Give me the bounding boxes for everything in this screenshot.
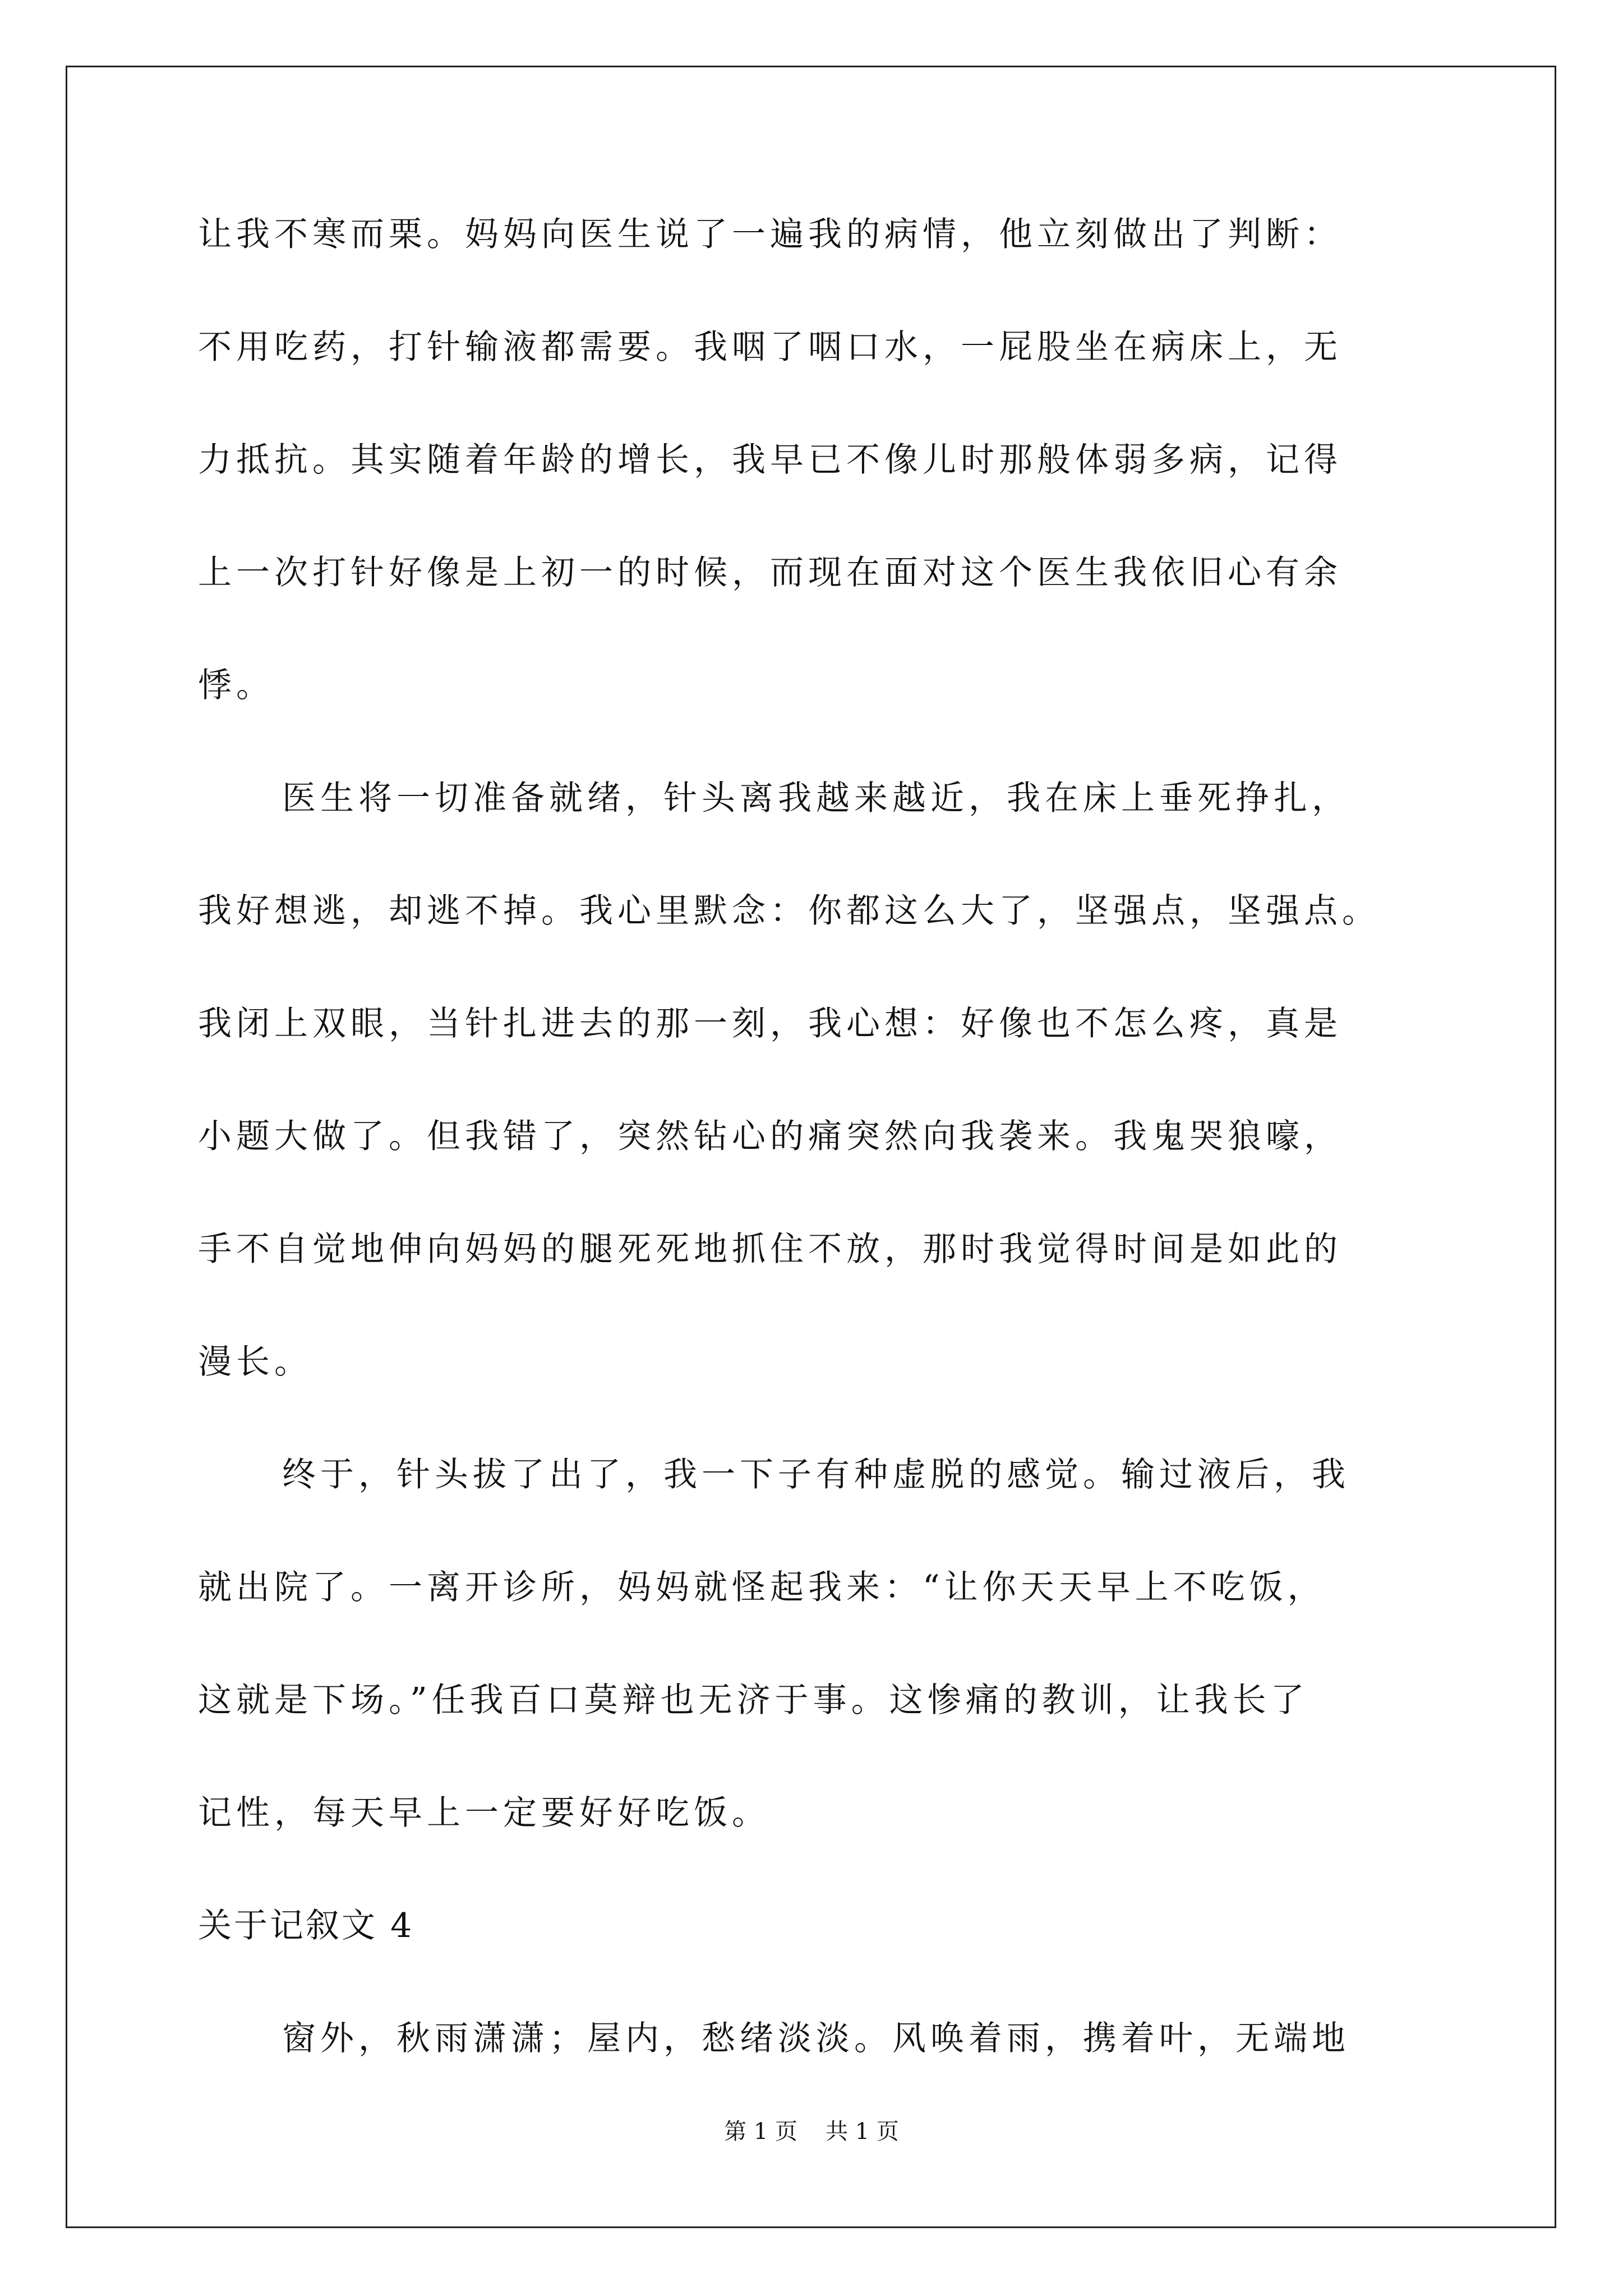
text-line: 我闭上双眼，当针扎进去的那一刻，我心想：好像也不怎么疼，真是 (198, 1004, 1342, 1043)
total-pages: 共 1 页 (826, 2119, 899, 2145)
text-line: 就出院了。一离开诊所，妈妈就怪起我来：“让你天天早上不吃饭， (198, 1568, 1326, 1607)
page-footer (0, 2120, 1623, 2143)
text-line: 上一次打针好像是上初一的时候，而现在面对这个医生我依旧心有余 (198, 553, 1342, 592)
text-line: 我好想逃，却逃不掉。我心里默念：你都这么大了，坚强点，坚强点。 (198, 891, 1380, 931)
text-line: 手不自觉地伸向妈妈的腿死死地抓住不放，那时我觉得时间是如此的 (198, 1230, 1342, 1269)
text-line: 这就是下场。”任我百口莫辩也无济于事。这惨痛的教训，让我长了 (198, 1681, 1309, 1720)
text-line: 悸。 (198, 666, 274, 705)
text-line: 不用吃药，打针输液都需要。我咽了咽口水，一屁股坐在病床上，无 (198, 328, 1342, 367)
document-body (198, 215, 1426, 2058)
section-heading: 关于记叙文 4 (198, 1906, 414, 1945)
text-line: 小题大做了。但我错了，突然钻心的痛突然向我袭来。我鬼哭狼嚎， (198, 1117, 1342, 1156)
text-line: 记性，每天早上一定要好好吃饭。 (198, 1793, 770, 1833)
paragraph-start-line: 医生将一切准备就绪，针头离我越来越近，我在床上垂死挣扎， (282, 779, 1350, 818)
text-line: 力抵抗。其实随着年龄的增长，我早已不像儿时那般体弱多病，记得 (198, 440, 1342, 480)
page-number: 第 1 页 (724, 2119, 797, 2145)
paragraph-start-line: 终于，针头拔了出了，我一下子有种虚脱的感觉。输过液后，我 (282, 1455, 1350, 1494)
paragraph-start-line: 窗外，秋雨潇潇；屋内，愁绪淡淡。风唤着雨，携着叶，无端地 (282, 2019, 1350, 2058)
text-line: 漫长。 (198, 1342, 312, 1382)
text-line: 让我不寒而栗。妈妈向医生说了一遍我的病情，他立刻做出了判断： (198, 215, 1342, 254)
